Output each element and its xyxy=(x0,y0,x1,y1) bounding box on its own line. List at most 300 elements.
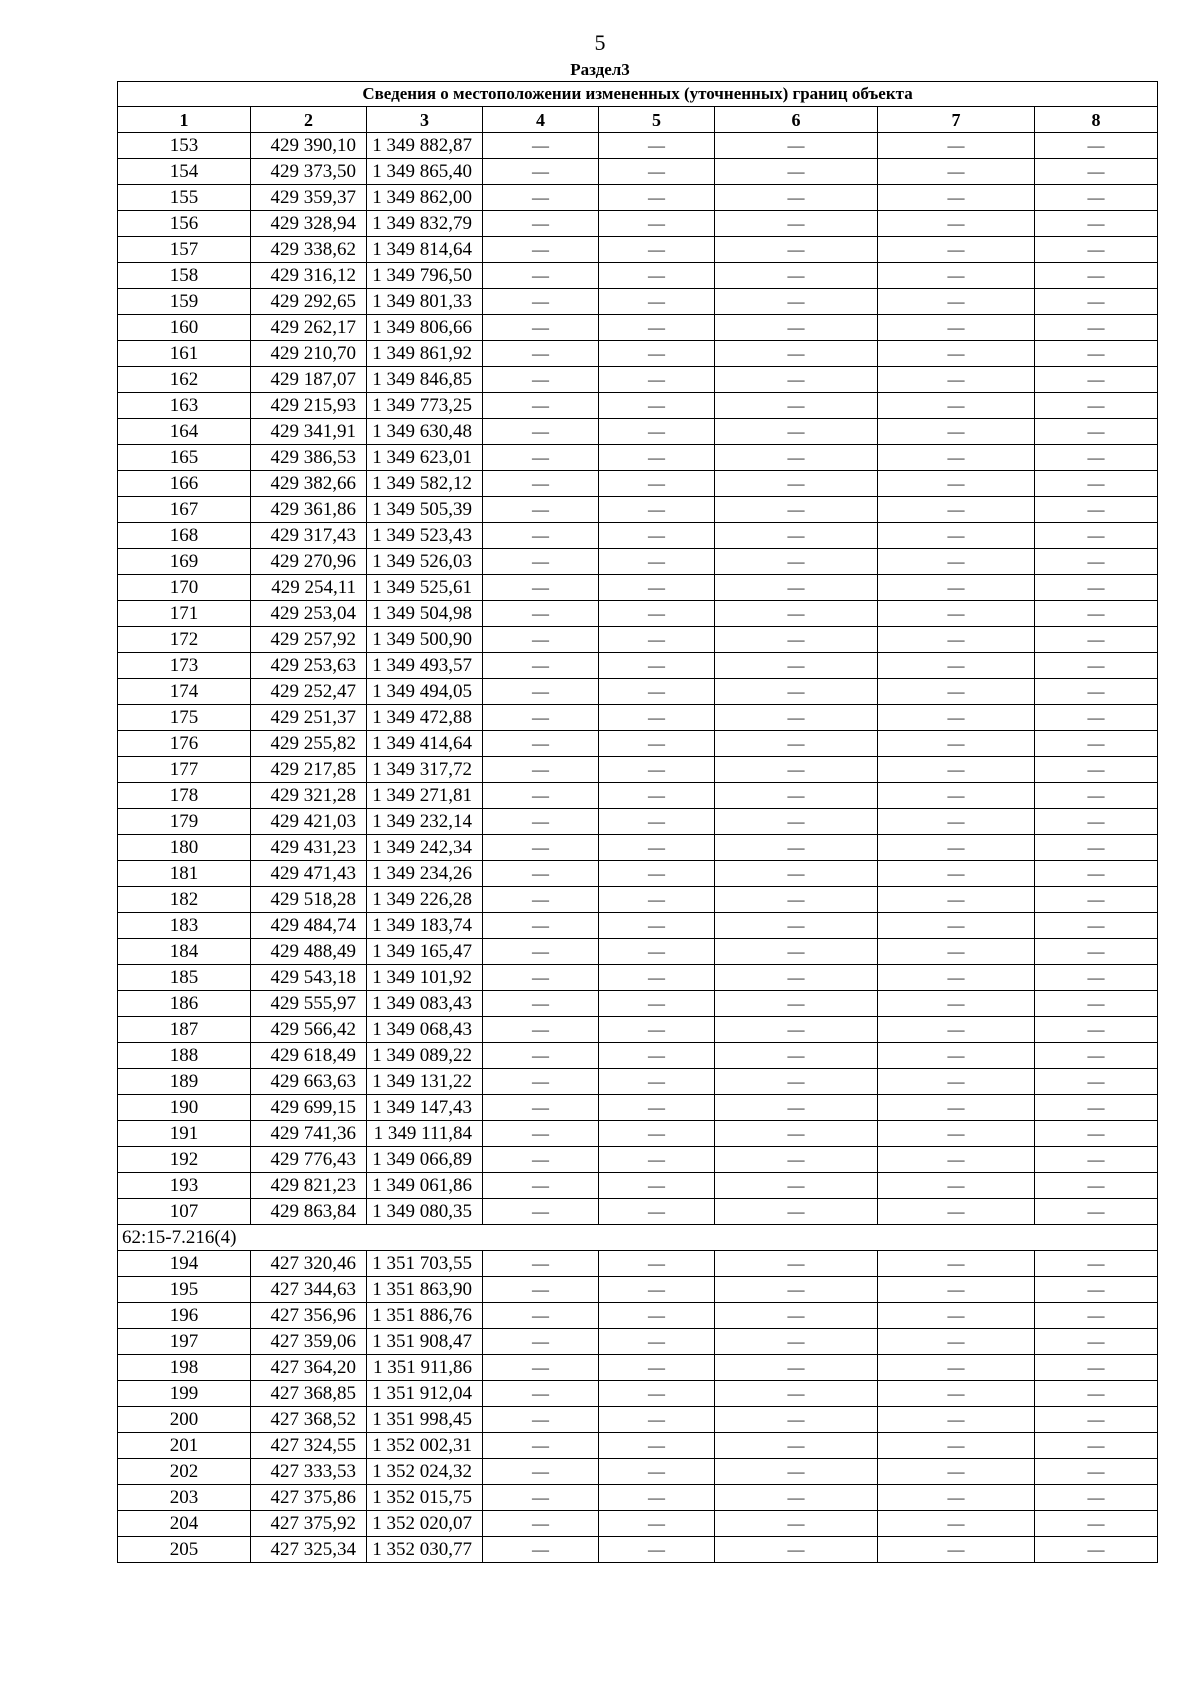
empty-cell-col-8: — xyxy=(1035,315,1158,341)
table-row xyxy=(118,1381,1158,1407)
x-coordinate-cell: 429 663,63 xyxy=(251,1069,367,1095)
empty-cell-col-8: — xyxy=(1035,1485,1158,1511)
x-coordinate-cell: 429 317,43 xyxy=(251,523,367,549)
empty-cell-col-7: — xyxy=(878,991,1035,1017)
x-coordinate-cell: 427 333,53 xyxy=(251,1459,367,1485)
table-row xyxy=(118,939,1158,965)
empty-cell-col-5: — xyxy=(599,1043,715,1069)
y-coordinate-cell: 1 349 232,14 xyxy=(367,809,483,835)
y-coordinate-cell: 1 349 861,92 xyxy=(367,341,483,367)
empty-cell-col-7: — xyxy=(878,1459,1035,1485)
point-number-cell: 182 xyxy=(118,887,251,913)
empty-cell-col-5: — xyxy=(599,1251,715,1277)
empty-cell-col-6: — xyxy=(715,445,878,471)
y-coordinate-cell: 1 349 472,88 xyxy=(367,705,483,731)
x-coordinate-cell: 427 325,34 xyxy=(251,1537,367,1563)
table-row xyxy=(118,965,1158,991)
point-number-cell: 175 xyxy=(118,705,251,731)
empty-cell-col-7: — xyxy=(878,1303,1035,1329)
empty-cell-col-6: — xyxy=(715,1485,878,1511)
x-coordinate-cell: 429 359,37 xyxy=(251,185,367,211)
x-coordinate-cell: 427 324,55 xyxy=(251,1433,367,1459)
empty-cell-col-5: — xyxy=(599,1511,715,1537)
empty-cell-col-4: — xyxy=(483,1303,599,1329)
y-coordinate-cell: 1 349 494,05 xyxy=(367,679,483,705)
empty-cell-col-7: — xyxy=(878,757,1035,783)
empty-cell-col-8: — xyxy=(1035,1017,1158,1043)
section-title: Раздел3 xyxy=(570,60,630,79)
table-row xyxy=(118,861,1158,887)
point-number-cell: 187 xyxy=(118,1017,251,1043)
empty-cell-col-7: — xyxy=(878,679,1035,705)
empty-cell-col-5: — xyxy=(599,1277,715,1303)
empty-cell-col-6: — xyxy=(715,549,878,575)
point-number-cell: 157 xyxy=(118,237,251,263)
table-row xyxy=(118,1251,1158,1277)
empty-cell-col-6: — xyxy=(715,783,878,809)
point-number-cell: 202 xyxy=(118,1459,251,1485)
empty-cell-col-4: — xyxy=(483,653,599,679)
y-coordinate-cell: 1 349 183,74 xyxy=(367,913,483,939)
empty-cell-col-8: — xyxy=(1035,1329,1158,1355)
point-number-cell: 156 xyxy=(118,211,251,237)
x-coordinate-cell: 429 386,53 xyxy=(251,445,367,471)
y-coordinate-cell: 1 349 061,86 xyxy=(367,1173,483,1199)
empty-cell-col-6: — xyxy=(715,835,878,861)
table-row xyxy=(118,757,1158,783)
x-coordinate-cell: 429 863,84 xyxy=(251,1199,367,1225)
x-coordinate-cell: 429 543,18 xyxy=(251,965,367,991)
empty-cell-col-5: — xyxy=(599,1329,715,1355)
empty-cell-col-6: — xyxy=(715,861,878,887)
empty-cell-col-6: — xyxy=(715,757,878,783)
point-number-cell: 166 xyxy=(118,471,251,497)
x-coordinate-cell: 429 270,96 xyxy=(251,549,367,575)
empty-cell-col-8: — xyxy=(1035,263,1158,289)
empty-cell-col-7: — xyxy=(878,1407,1035,1433)
y-coordinate-cell: 1 349 505,39 xyxy=(367,497,483,523)
x-coordinate-cell: 429 431,23 xyxy=(251,835,367,861)
empty-cell-col-8: — xyxy=(1035,861,1158,887)
x-coordinate-cell: 429 618,49 xyxy=(251,1043,367,1069)
empty-cell-col-6: — xyxy=(715,289,878,315)
empty-cell-col-8: — xyxy=(1035,419,1158,445)
empty-cell-col-6: — xyxy=(715,1121,878,1147)
empty-cell-col-7: — xyxy=(878,1537,1035,1563)
empty-cell-col-5: — xyxy=(599,653,715,679)
empty-cell-col-6: — xyxy=(715,1251,878,1277)
y-coordinate-cell: 1 349 862,00 xyxy=(367,185,483,211)
y-coordinate-cell: 1 349 165,47 xyxy=(367,939,483,965)
y-coordinate-cell: 1 351 886,76 xyxy=(367,1303,483,1329)
point-number-cell: 196 xyxy=(118,1303,251,1329)
empty-cell-col-8: — xyxy=(1035,705,1158,731)
column-header-3: 3 xyxy=(367,107,483,133)
y-coordinate-cell: 1 349 068,43 xyxy=(367,1017,483,1043)
y-coordinate-cell: 1 349 083,43 xyxy=(367,991,483,1017)
empty-cell-col-4: — xyxy=(483,1251,599,1277)
table-row xyxy=(118,315,1158,341)
y-coordinate-cell: 1 349 526,03 xyxy=(367,549,483,575)
empty-cell-col-7: — xyxy=(878,1173,1035,1199)
point-number-cell: 107 xyxy=(118,1199,251,1225)
y-coordinate-cell: 1 349 271,81 xyxy=(367,783,483,809)
table-row xyxy=(118,1485,1158,1511)
empty-cell-col-8: — xyxy=(1035,445,1158,471)
y-coordinate-cell: 1 351 908,47 xyxy=(367,1329,483,1355)
y-coordinate-cell: 1 352 030,77 xyxy=(367,1537,483,1563)
empty-cell-col-6: — xyxy=(715,575,878,601)
empty-cell-col-8: — xyxy=(1035,1199,1158,1225)
point-number-cell: 158 xyxy=(118,263,251,289)
point-number-cell: 205 xyxy=(118,1537,251,1563)
empty-cell-col-7: — xyxy=(878,1017,1035,1043)
point-number-cell: 199 xyxy=(118,1381,251,1407)
point-number-cell: 188 xyxy=(118,1043,251,1069)
empty-cell-col-5: — xyxy=(599,1459,715,1485)
y-coordinate-cell: 1 349 796,50 xyxy=(367,263,483,289)
y-coordinate-cell: 1 349 865,40 xyxy=(367,159,483,185)
empty-cell-col-8: — xyxy=(1035,887,1158,913)
empty-cell-col-7: — xyxy=(878,211,1035,237)
point-number-cell: 174 xyxy=(118,679,251,705)
empty-cell-col-4: — xyxy=(483,1017,599,1043)
empty-cell-col-6: — xyxy=(715,237,878,263)
empty-cell-col-4: — xyxy=(483,523,599,549)
table-row xyxy=(118,991,1158,1017)
empty-cell-col-6: — xyxy=(715,523,878,549)
table-caption: Сведения о местоположении измененных (уточненных) границ объекта xyxy=(118,82,1158,107)
point-number-cell: 163 xyxy=(118,393,251,419)
empty-cell-col-6: — xyxy=(715,1043,878,1069)
y-coordinate-cell: 1 352 015,75 xyxy=(367,1485,483,1511)
point-number-cell: 153 xyxy=(118,133,251,159)
x-coordinate-cell: 429 471,43 xyxy=(251,861,367,887)
empty-cell-col-5: — xyxy=(599,211,715,237)
empty-cell-col-5: — xyxy=(599,1121,715,1147)
empty-cell-col-4: — xyxy=(483,1277,599,1303)
empty-cell-col-6: — xyxy=(715,1459,878,1485)
empty-cell-col-7: — xyxy=(878,237,1035,263)
table-row xyxy=(118,471,1158,497)
empty-cell-col-8: — xyxy=(1035,783,1158,809)
table-body xyxy=(118,133,1158,1563)
empty-cell-col-7: — xyxy=(878,939,1035,965)
empty-cell-col-7: — xyxy=(878,1199,1035,1225)
empty-cell-col-8: — xyxy=(1035,1277,1158,1303)
point-number-cell: 179 xyxy=(118,809,251,835)
empty-cell-col-4: — xyxy=(483,1485,599,1511)
empty-cell-col-7: — xyxy=(878,1433,1035,1459)
y-coordinate-cell: 1 349 089,22 xyxy=(367,1043,483,1069)
empty-cell-col-4: — xyxy=(483,471,599,497)
empty-cell-col-6: — xyxy=(715,263,878,289)
page-number: 5 xyxy=(594,30,606,55)
empty-cell-col-7: — xyxy=(878,835,1035,861)
x-coordinate-cell: 429 518,28 xyxy=(251,887,367,913)
point-number-cell: 189 xyxy=(118,1069,251,1095)
empty-cell-col-7: — xyxy=(878,1043,1035,1069)
y-coordinate-cell: 1 349 101,92 xyxy=(367,965,483,991)
empty-cell-col-6: — xyxy=(715,315,878,341)
point-number-cell: 183 xyxy=(118,913,251,939)
y-coordinate-cell: 1 352 020,07 xyxy=(367,1511,483,1537)
empty-cell-col-7: — xyxy=(878,367,1035,393)
table-row xyxy=(118,809,1158,835)
empty-cell-col-8: — xyxy=(1035,289,1158,315)
empty-cell-col-6: — xyxy=(715,1537,878,1563)
empty-cell-col-8: — xyxy=(1035,393,1158,419)
empty-cell-col-7: — xyxy=(878,627,1035,653)
table-row xyxy=(118,445,1158,471)
point-number-cell: 186 xyxy=(118,991,251,1017)
empty-cell-col-5: — xyxy=(599,367,715,393)
empty-cell-col-4: — xyxy=(483,601,599,627)
empty-cell-col-4: — xyxy=(483,1433,599,1459)
y-coordinate-cell: 1 349 882,87 xyxy=(367,133,483,159)
empty-cell-col-5: — xyxy=(599,1303,715,1329)
table-row xyxy=(118,731,1158,757)
empty-cell-col-4: — xyxy=(483,575,599,601)
empty-cell-col-4: — xyxy=(483,991,599,1017)
empty-cell-col-6: — xyxy=(715,185,878,211)
empty-cell-col-5: — xyxy=(599,1095,715,1121)
column-header-row xyxy=(118,107,1158,133)
point-number-cell: 165 xyxy=(118,445,251,471)
table-row xyxy=(118,1537,1158,1563)
empty-cell-col-5: — xyxy=(599,809,715,835)
point-number-cell: 184 xyxy=(118,939,251,965)
empty-cell-col-5: — xyxy=(599,263,715,289)
empty-cell-col-5: — xyxy=(599,757,715,783)
empty-cell-col-5: — xyxy=(599,393,715,419)
point-number-cell: 154 xyxy=(118,159,251,185)
point-number-cell: 201 xyxy=(118,1433,251,1459)
x-coordinate-cell: 429 217,85 xyxy=(251,757,367,783)
empty-cell-col-8: — xyxy=(1035,237,1158,263)
y-coordinate-cell: 1 351 912,04 xyxy=(367,1381,483,1407)
x-coordinate-cell: 429 328,94 xyxy=(251,211,367,237)
table-row xyxy=(118,601,1158,627)
empty-cell-col-5: — xyxy=(599,575,715,601)
table-row xyxy=(118,549,1158,575)
point-number-cell: 155 xyxy=(118,185,251,211)
empty-cell-col-5: — xyxy=(599,133,715,159)
table-row xyxy=(118,1433,1158,1459)
empty-cell-col-8: — xyxy=(1035,1407,1158,1433)
empty-cell-col-6: — xyxy=(715,939,878,965)
empty-cell-col-4: — xyxy=(483,289,599,315)
column-header-4: 4 xyxy=(483,107,599,133)
empty-cell-col-4: — xyxy=(483,185,599,211)
empty-cell-col-7: — xyxy=(878,445,1035,471)
empty-cell-col-4: — xyxy=(483,133,599,159)
x-coordinate-cell: 429 484,74 xyxy=(251,913,367,939)
y-coordinate-cell: 1 349 500,90 xyxy=(367,627,483,653)
empty-cell-col-7: — xyxy=(878,523,1035,549)
point-number-cell: 170 xyxy=(118,575,251,601)
table-row xyxy=(118,1329,1158,1355)
x-coordinate-cell: 429 566,42 xyxy=(251,1017,367,1043)
empty-cell-col-4: — xyxy=(483,1537,599,1563)
empty-cell-col-7: — xyxy=(878,419,1035,445)
empty-cell-col-7: — xyxy=(878,809,1035,835)
empty-cell-col-5: — xyxy=(599,601,715,627)
table-row xyxy=(118,1121,1158,1147)
empty-cell-col-5: — xyxy=(599,835,715,861)
table-row xyxy=(118,1407,1158,1433)
empty-cell-col-7: — xyxy=(878,393,1035,419)
empty-cell-col-5: — xyxy=(599,341,715,367)
table-row xyxy=(118,575,1158,601)
x-coordinate-cell: 429 341,91 xyxy=(251,419,367,445)
x-coordinate-cell: 429 488,49 xyxy=(251,939,367,965)
empty-cell-col-6: — xyxy=(715,133,878,159)
empty-cell-col-4: — xyxy=(483,367,599,393)
empty-cell-col-4: — xyxy=(483,965,599,991)
empty-cell-col-5: — xyxy=(599,1485,715,1511)
empty-cell-col-5: — xyxy=(599,315,715,341)
empty-cell-col-6: — xyxy=(715,1095,878,1121)
empty-cell-col-5: — xyxy=(599,1433,715,1459)
point-number-cell: 172 xyxy=(118,627,251,653)
empty-cell-col-8: — xyxy=(1035,1381,1158,1407)
empty-cell-col-8: — xyxy=(1035,757,1158,783)
empty-cell-col-6: — xyxy=(715,809,878,835)
empty-cell-col-4: — xyxy=(483,679,599,705)
empty-cell-col-7: — xyxy=(878,341,1035,367)
table-row xyxy=(118,835,1158,861)
table-row xyxy=(118,523,1158,549)
empty-cell-col-5: — xyxy=(599,679,715,705)
empty-cell-col-7: — xyxy=(878,601,1035,627)
empty-cell-col-4: — xyxy=(483,1199,599,1225)
empty-cell-col-5: — xyxy=(599,1381,715,1407)
x-coordinate-cell: 429 390,10 xyxy=(251,133,367,159)
empty-cell-col-7: — xyxy=(878,1277,1035,1303)
empty-cell-col-8: — xyxy=(1035,523,1158,549)
empty-cell-col-4: — xyxy=(483,1459,599,1485)
empty-cell-col-4: — xyxy=(483,263,599,289)
empty-cell-col-8: — xyxy=(1035,601,1158,627)
empty-cell-col-8: — xyxy=(1035,185,1158,211)
table-row xyxy=(118,1043,1158,1069)
point-number-cell: 195 xyxy=(118,1277,251,1303)
table-row xyxy=(118,653,1158,679)
empty-cell-col-7: — xyxy=(878,549,1035,575)
y-coordinate-cell: 1 349 111,84 xyxy=(367,1121,483,1147)
empty-cell-col-7: — xyxy=(878,159,1035,185)
empty-cell-col-8: — xyxy=(1035,809,1158,835)
empty-cell-col-7: — xyxy=(878,1329,1035,1355)
x-coordinate-cell: 429 338,62 xyxy=(251,237,367,263)
empty-cell-col-8: — xyxy=(1035,471,1158,497)
empty-cell-col-7: — xyxy=(878,133,1035,159)
empty-cell-col-6: — xyxy=(715,1381,878,1407)
y-coordinate-cell: 1 349 147,43 xyxy=(367,1095,483,1121)
x-coordinate-cell: 429 741,36 xyxy=(251,1121,367,1147)
point-number-cell: 169 xyxy=(118,549,251,575)
empty-cell-col-5: — xyxy=(599,627,715,653)
empty-cell-col-6: — xyxy=(715,1303,878,1329)
empty-cell-col-5: — xyxy=(599,289,715,315)
empty-cell-col-7: — xyxy=(878,575,1035,601)
empty-cell-col-6: — xyxy=(715,367,878,393)
x-coordinate-cell: 429 421,03 xyxy=(251,809,367,835)
group-label: 62:15-7.216(4) xyxy=(118,1225,1158,1251)
empty-cell-col-4: — xyxy=(483,1407,599,1433)
table-row xyxy=(118,913,1158,939)
x-coordinate-cell: 429 382,66 xyxy=(251,471,367,497)
empty-cell-col-5: — xyxy=(599,471,715,497)
empty-cell-col-4: — xyxy=(483,939,599,965)
empty-cell-col-6: — xyxy=(715,913,878,939)
y-coordinate-cell: 1 349 234,26 xyxy=(367,861,483,887)
empty-cell-col-8: — xyxy=(1035,1069,1158,1095)
empty-cell-col-8: — xyxy=(1035,575,1158,601)
point-number-cell: 198 xyxy=(118,1355,251,1381)
empty-cell-col-7: — xyxy=(878,1095,1035,1121)
empty-cell-col-6: — xyxy=(715,393,878,419)
empty-cell-col-4: — xyxy=(483,861,599,887)
empty-cell-col-7: — xyxy=(878,653,1035,679)
empty-cell-col-8: — xyxy=(1035,1537,1158,1563)
empty-cell-col-4: — xyxy=(483,1147,599,1173)
empty-cell-col-5: — xyxy=(599,887,715,913)
empty-cell-col-4: — xyxy=(483,1043,599,1069)
point-number-cell: 176 xyxy=(118,731,251,757)
empty-cell-col-8: — xyxy=(1035,679,1158,705)
y-coordinate-cell: 1 349 493,57 xyxy=(367,653,483,679)
empty-cell-col-8: — xyxy=(1035,1433,1158,1459)
point-number-cell: 161 xyxy=(118,341,251,367)
empty-cell-col-8: — xyxy=(1035,1095,1158,1121)
empty-cell-col-8: — xyxy=(1035,1173,1158,1199)
empty-cell-col-6: — xyxy=(715,419,878,445)
x-coordinate-cell: 427 368,85 xyxy=(251,1381,367,1407)
empty-cell-col-7: — xyxy=(878,1121,1035,1147)
empty-cell-col-4: — xyxy=(483,341,599,367)
table-row xyxy=(118,419,1158,445)
empty-cell-col-7: — xyxy=(878,1355,1035,1381)
table-row xyxy=(118,1511,1158,1537)
x-coordinate-cell: 429 555,97 xyxy=(251,991,367,1017)
empty-cell-col-6: — xyxy=(715,1355,878,1381)
empty-cell-col-4: — xyxy=(483,497,599,523)
point-number-cell: 164 xyxy=(118,419,251,445)
empty-cell-col-8: — xyxy=(1035,1511,1158,1537)
empty-cell-col-6: — xyxy=(715,1407,878,1433)
empty-cell-col-7: — xyxy=(878,965,1035,991)
point-number-cell: 167 xyxy=(118,497,251,523)
table-row xyxy=(118,211,1158,237)
empty-cell-col-7: — xyxy=(878,1251,1035,1277)
table-row xyxy=(118,887,1158,913)
group-row xyxy=(118,1225,1158,1251)
empty-cell-col-4: — xyxy=(483,757,599,783)
empty-cell-col-6: — xyxy=(715,601,878,627)
empty-cell-col-4: — xyxy=(483,419,599,445)
x-coordinate-cell: 427 375,92 xyxy=(251,1511,367,1537)
empty-cell-col-6: — xyxy=(715,1277,878,1303)
empty-cell-col-4: — xyxy=(483,1329,599,1355)
table-row xyxy=(118,627,1158,653)
point-number-cell: 190 xyxy=(118,1095,251,1121)
empty-cell-col-6: — xyxy=(715,731,878,757)
empty-cell-col-7: — xyxy=(878,315,1035,341)
y-coordinate-cell: 1 349 623,01 xyxy=(367,445,483,471)
empty-cell-col-5: — xyxy=(599,497,715,523)
